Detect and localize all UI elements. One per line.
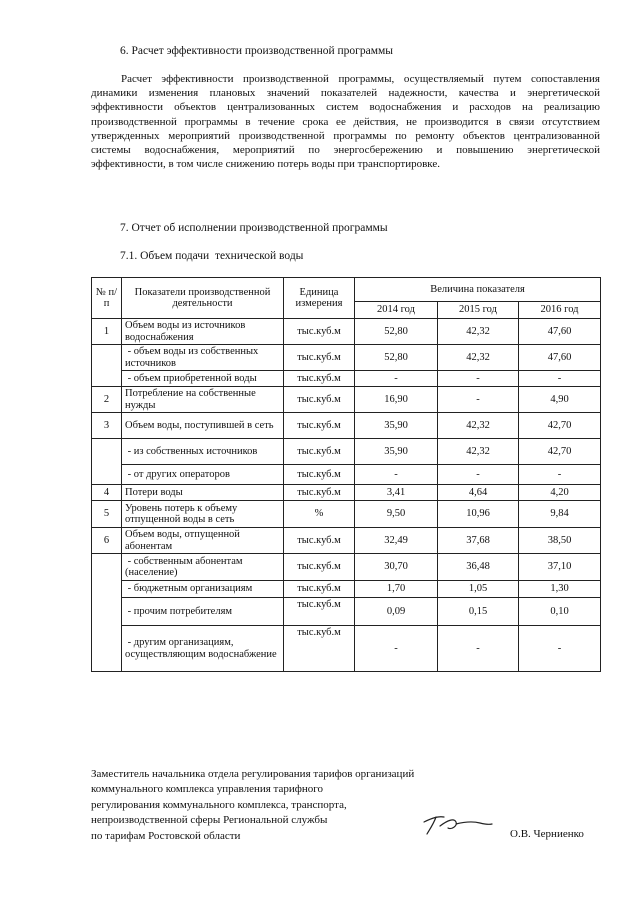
row-value-2016: 42,70: [519, 413, 601, 439]
table-row: [92, 465, 601, 485]
row-name: Объем воды из источников водоснабжения: [122, 319, 284, 345]
row-value-2016: 47,60: [519, 319, 601, 345]
row-unit: %: [284, 501, 355, 528]
row-unit: тыс.куб.м: [284, 554, 355, 581]
row-num: 3: [92, 413, 122, 439]
header-unit: Единица измерения: [284, 278, 355, 319]
row-name: Объем воды, поступившей в сеть: [122, 413, 284, 439]
row-unit: тыс.куб.м: [284, 439, 355, 465]
table-row: [92, 501, 601, 528]
row-num: 6: [92, 528, 122, 554]
row-value-2014: -: [355, 371, 438, 387]
row-unit: тыс.куб.м: [284, 319, 355, 345]
row-unit: тыс.куб.м: [284, 465, 355, 485]
water-supply-table: [91, 277, 601, 672]
row-name: - из собственных источников: [122, 439, 284, 465]
row-value-2015: 42,32: [438, 319, 519, 345]
row-num: [92, 439, 122, 485]
row-value-2016: 37,10: [519, 554, 601, 581]
row-name: Уровень потерь к объему отпущенной воды в сеть: [122, 501, 284, 528]
section-7-heading: 7. Отчет об исполнении производственной программы: [120, 222, 388, 234]
table-row: [92, 598, 601, 626]
row-unit: тыс.куб.м: [284, 528, 355, 554]
header-year-2014: 2014 год: [355, 302, 438, 319]
row-name: - объем воды из собственных источников: [122, 345, 284, 371]
row-value-2014: -: [355, 626, 438, 672]
row-value-2016: 9,84: [519, 501, 601, 528]
row-value-2015: 0,15: [438, 598, 519, 626]
row-value-2015: 42,32: [438, 439, 519, 465]
row-value-2015: 42,32: [438, 413, 519, 439]
row-value-2016: -: [519, 626, 601, 672]
table-row: [92, 626, 601, 672]
signature-line: Заместитель начальника отдела регулирования тарифов организаций: [91, 768, 415, 780]
row-unit: тыс.куб.м: [284, 345, 355, 371]
section-7-1-heading: 7.1. Объем подачи технической воды: [120, 250, 304, 262]
row-name: Объем воды, отпущенной абонентам: [122, 528, 284, 554]
signature-line: коммунального комплекса управления тарифного: [91, 783, 323, 796]
row-value-2015: -: [438, 626, 519, 672]
row-num: 1: [92, 319, 122, 345]
row-value-2016: 42,70: [519, 439, 601, 465]
row-value-2015: -: [438, 465, 519, 485]
row-name: - от других операторов: [122, 465, 284, 485]
row-value-2016: 4,90: [519, 387, 601, 413]
header-year-2015: 2015 год: [438, 302, 519, 319]
row-value-2014: 0,09: [355, 598, 438, 626]
table-row: [92, 439, 601, 465]
row-value-2015: -: [438, 371, 519, 387]
row-unit: тыс.куб.м: [284, 371, 355, 387]
row-unit: тыс.куб.м: [284, 485, 355, 501]
row-value-2014: 1,70: [355, 581, 438, 598]
row-num: [92, 554, 122, 672]
row-unit: тыс.куб.м: [284, 626, 355, 672]
table-row: [92, 387, 601, 413]
table-row: [92, 581, 601, 598]
row-num: 5: [92, 501, 122, 528]
table-row: [92, 528, 601, 554]
table-row: [92, 319, 601, 345]
row-name: Потери воды: [122, 485, 284, 501]
header-value: Величина показателя: [355, 278, 601, 302]
row-value-2015: 4,64: [438, 485, 519, 501]
row-value-2016: 38,50: [519, 528, 601, 554]
row-unit: тыс.куб.м: [284, 413, 355, 439]
table-row: [92, 371, 601, 387]
row-value-2016: 0,10: [519, 598, 601, 626]
row-name: Потребление на собственные нужды: [122, 387, 284, 413]
row-value-2014: 32,49: [355, 528, 438, 554]
table-row: [92, 345, 601, 371]
row-name: - другим организациям, осуществляющим водоснабжение: [122, 626, 284, 672]
row-value-2015: 1,05: [438, 581, 519, 598]
row-name: - объем приобретенной воды: [122, 371, 284, 387]
row-unit: тыс.куб.м: [284, 387, 355, 413]
row-value-2014: 52,80: [355, 345, 438, 371]
row-value-2014: 52,80: [355, 319, 438, 345]
row-unit: тыс.куб.м: [284, 581, 355, 598]
section-6-text: Расчет эффективности производственной программы, осуществляемый путем сопоставления динамики изменения плановых значений показателей надежности, качества и энергетической эффективности объектов централизованных систем водоснабжения и расходов на реализацию производственной программы в течение срока ее действия, не производится в связи отсутствием утвержденных мероприятий производственной программы по ремонту объектов централизованной системы водоснабжения, мероприятий по энергосбережению и повышению энергетической эффективности, в том числе снижению потерь воды при транспортировке.: [91, 73, 600, 171]
signatory-name: О.В. Черниенко: [510, 828, 584, 840]
header-indicator: Показатели производственной деятельности: [122, 278, 284, 319]
row-value-2015: -: [438, 387, 519, 413]
row-name: - бюджетным организациям: [122, 581, 284, 598]
row-num: [92, 345, 122, 387]
row-value-2014: 35,90: [355, 439, 438, 465]
header-num: № п/п: [92, 278, 122, 319]
row-value-2016: 47,60: [519, 345, 601, 371]
row-value-2016: -: [519, 465, 601, 485]
row-value-2016: 1,30: [519, 581, 601, 598]
row-name: - собственным абонентам (население): [122, 554, 284, 581]
row-name: - прочим потребителям: [122, 598, 284, 626]
signature-line: непроизводственной сферы Региональной службы: [91, 814, 328, 827]
row-value-2015: 42,32: [438, 345, 519, 371]
signature-line: по тарифам Ростовской области: [91, 829, 241, 842]
row-value-2014: 3,41: [355, 485, 438, 501]
row-value-2014: 9,50: [355, 501, 438, 528]
row-value-2014: 30,70: [355, 554, 438, 581]
row-value-2014: 35,90: [355, 413, 438, 439]
table-row: [92, 554, 601, 581]
table-row: [92, 485, 601, 501]
row-value-2016: -: [519, 371, 601, 387]
row-value-2015: 37,68: [438, 528, 519, 554]
signature-line: регулирования коммунального комплекса, транспорта,: [91, 798, 347, 811]
row-unit: тыс.куб.м: [284, 598, 355, 626]
row-value-2014: -: [355, 465, 438, 485]
row-num: 2: [92, 387, 122, 413]
handwritten-signature: [418, 808, 498, 838]
row-value-2015: 10,96: [438, 501, 519, 528]
table-row: [92, 413, 601, 439]
row-num: 4: [92, 485, 122, 501]
section-6-heading: 6. Расчет эффективности производственной программы: [120, 45, 394, 57]
header-year-2016: 2016 год: [519, 302, 601, 319]
row-value-2016: 4,20: [519, 485, 601, 501]
row-value-2014: 16,90: [355, 387, 438, 413]
row-value-2015: 36,48: [438, 554, 519, 581]
